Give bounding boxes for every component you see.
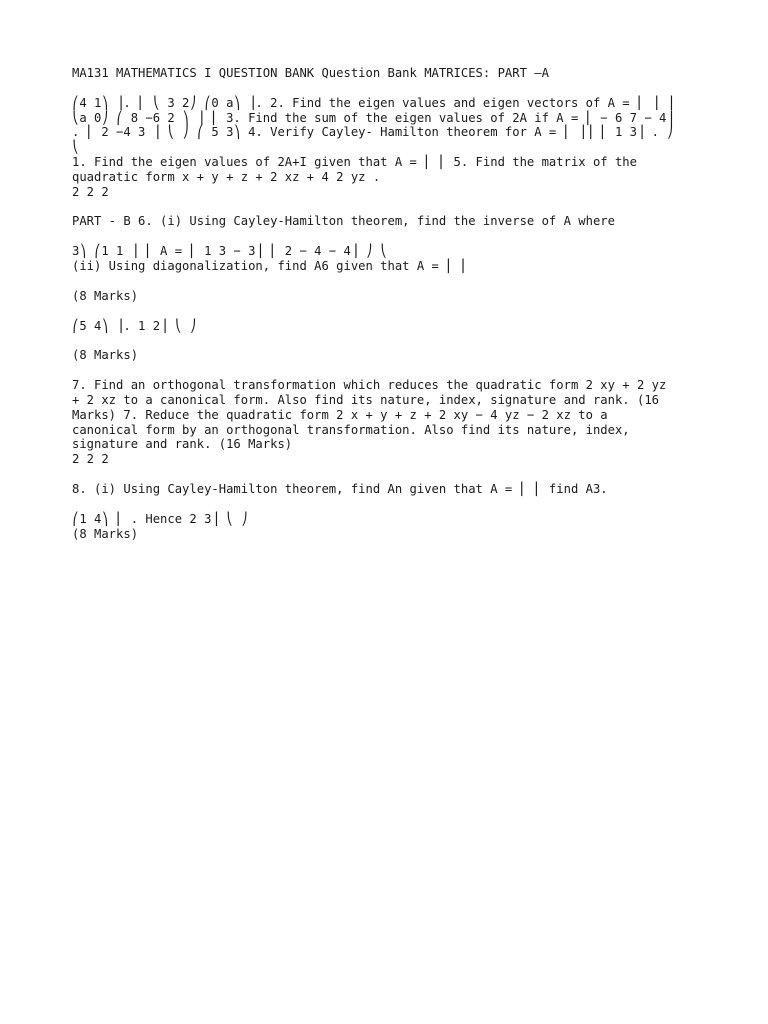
question-8-matrix-and-marks: ⎛1 4⎞ ⎜ . Hence 2 3⎟ ⎝ ⎠ (8 Marks): [72, 511, 249, 541]
document-page: [72, 66, 712, 541]
marks-label: (8 Marks): [72, 348, 139, 363]
marks-label: (8 Marks): [72, 288, 139, 303]
part-b-question-6-heading: PART - B 6. (i) Using Cayley-Hamilton theorem, find the inverse of A where: [72, 214, 615, 229]
question-7: 7. Find an orthogonal transformation which reduces the quadratic form 2 xy + 2 yz + 2 xz to a canonical form. Also find its nature, index, signature and rank. (16 Marks) 7. Reduce the quadratic form 2 x + y + z + 2 xy − 4 yz − 2 xz to a canonical form by an orthogonal transformation. Also find its nature, index, signature and rank. (16 Marks) 2 2 2: [72, 378, 667, 467]
question-8: 8. (i) Using Cayley-Hamilton theorem, find An given that A = ⎜ ⎜ find A3.: [72, 481, 608, 496]
document-header: MA131 MATHEMATICS I QUESTION BANK Question Bank MATRICES: PART –A: [72, 66, 549, 80]
question-6-matrix-fragment: ⎛5 4⎞ ⎟. 1 2⎟ ⎝ ⎠: [72, 318, 197, 333]
part-a-questions: ⎛4 1⎞ ⎟. ⎜ ⎝ 3 2⎠ ⎛0 a⎞ ⎟. 2. Find the eigen values and eigen vectors of A = ⎜ ⎟ ⎟ ⎝a 0⎠ ⎛ 8 −6 2 ⎞ ⎟ ⎜ 3. Find the sum of the eigen values of 2A if A = ⎜ − 6 7 − 4⎟ . ⎜ 2 −4 3 ⎟ ⎝ ⎠ ⎛ 5 3⎞ 4. Verify Cayley- Hamilton theorem for A = ⎜ ⎟⎟ ⎜ 1 3⎟ . ⎠ ⎝ 1. Find the eigen values of 2A+I given that A = ⎜ ⎜ 5. Find the matrix of the quadratic form x + y + z + 2 xz + 4 2 yz . 2 2 2: [72, 95, 674, 199]
question-6-matrix-and-part-ii: 3⎞ ⎛1 1 ⎟ ⎜ A = ⎜ 1 3 − 3⎟ ⎜ 2 − 4 − 4⎟ ⎠ ⎝ (ii) Using diagonalization, find A6 given that A = ⎜ ⎜: [72, 244, 469, 273]
